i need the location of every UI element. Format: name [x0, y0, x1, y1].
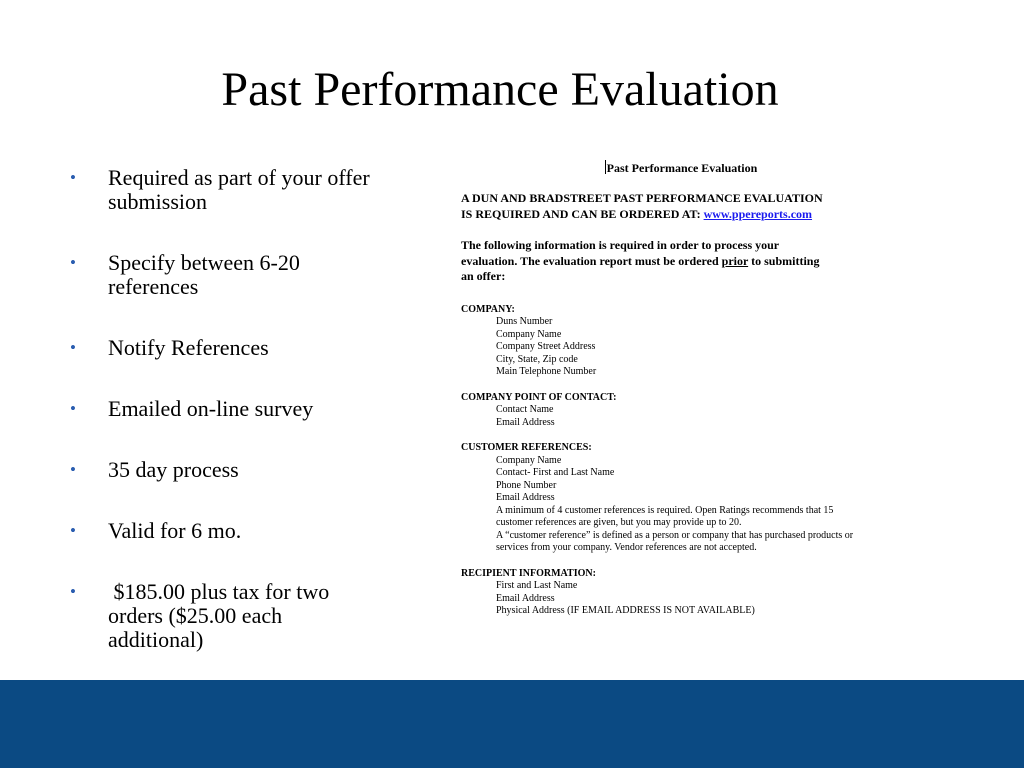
doc-intro-line: A DUN AND BRADSTREET PAST PERFORMANCE EVALUATION [461, 191, 823, 205]
list-item: Company Name [496, 328, 562, 340]
section-heading-poc: COMPANY POINT OF CONTACT: [461, 391, 617, 403]
slide-title: Past Performance Evaluation [221, 63, 779, 116]
bullet-dot-icon: • [70, 338, 76, 357]
list-item: Physical Address (IF EMAIL ADDRESS IS NOT AVAILABLE) [496, 605, 755, 616]
list-item: Email Address [496, 592, 555, 604]
bullet-item [70, 397, 370, 421]
bullet-dot-icon: • [70, 582, 76, 601]
bullet-item [70, 580, 370, 652]
bullet-text: Required as part of your offer submission [108, 165, 370, 214]
doc-paragraph-line: The following information is required in order to process your [461, 238, 780, 252]
bullet-text: Emailed on-line survey [108, 396, 314, 421]
list-item: City, State, Zip code [496, 353, 578, 365]
bullet-text: 35 day process [108, 457, 239, 482]
list-item: A “customer reference” is defined as a person or company that has purchased products or [496, 529, 854, 541]
list-item: Duns Number [496, 316, 553, 327]
doc-paragraph-prefix: evaluation. The evaluation report must be ordered [461, 253, 722, 268]
bullet-dot-icon: • [70, 168, 76, 187]
list-item: Contact- First and Last Name [496, 467, 615, 478]
list-item: customer references are given, but you may provide up to 20. [496, 517, 742, 528]
doc-intro-prefix: IS REQUIRED AND CAN BE ORDERED AT: [461, 206, 704, 221]
bullet-dot-icon: • [70, 253, 76, 272]
doc-paragraph-line [461, 254, 901, 270]
doc-title [461, 160, 901, 175]
text-cursor-icon [605, 160, 606, 174]
bullet-text: Notify References [108, 335, 269, 360]
bullet-dot-icon: • [70, 399, 76, 418]
list-item: Company Street Address [496, 341, 596, 352]
list-item: A minimum of 4 customer references is required. Open Ratings recommends that 15 [496, 504, 834, 516]
list-item: Company Name [496, 454, 562, 466]
list-item: First and Last Name [496, 580, 578, 591]
bullet-item [70, 166, 370, 214]
section-heading-recipient: RECIPIENT INFORMATION: [461, 567, 596, 579]
list-item: Email Address [496, 492, 555, 503]
ppereports-link[interactable]: www.ppereports.com [703, 206, 813, 221]
bullet-item [70, 336, 370, 360]
list-item: Contact Name [496, 404, 554, 415]
embedded-document [461, 160, 901, 618]
bullet-list [70, 166, 370, 689]
doc-title-text: Past Performance Evaluation [606, 161, 758, 175]
footer-band [0, 680, 1024, 768]
bullet-item [70, 519, 370, 543]
prior-underlined: prior [721, 253, 749, 268]
doc-paragraph-suffix: to submitting [748, 253, 820, 268]
list-item: services from your company. Vendor references are not accepted. [496, 542, 757, 553]
bullet-dot-icon: • [70, 521, 76, 540]
list-item: Phone Number [496, 479, 557, 491]
doc-paragraph-line: an offer: [461, 269, 506, 283]
bullet-text: $185.00 plus tax for two orders ($25.00 each additional) [108, 579, 335, 652]
doc-intro-line [461, 207, 901, 223]
list-item: Main Telephone Number [496, 366, 597, 377]
section-heading-references: CUSTOMER REFERENCES: [461, 442, 592, 453]
section-heading-company: COMPANY: [461, 303, 515, 315]
bullet-dot-icon: • [70, 460, 76, 479]
bullet-text: Valid for 6 mo. [108, 518, 242, 543]
bullet-text: Specify between 6-20 references [108, 250, 300, 299]
list-item: Email Address [496, 416, 555, 428]
bullet-item [70, 458, 370, 482]
bullet-item [70, 251, 370, 299]
